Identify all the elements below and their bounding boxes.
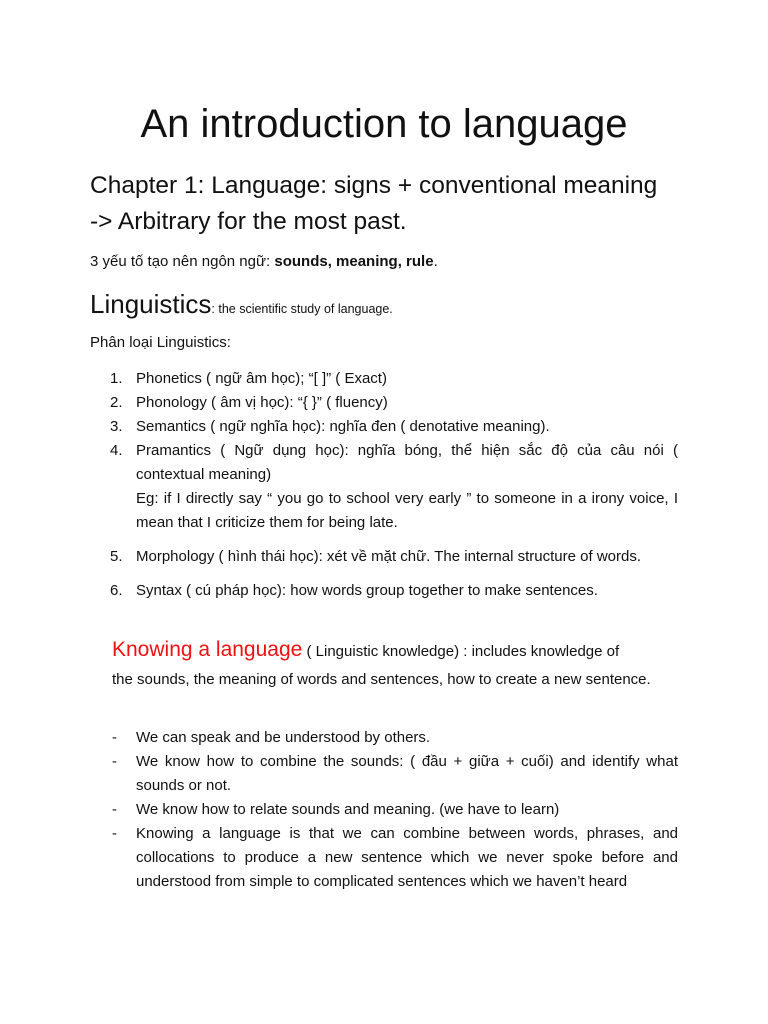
language-elements bbox=[90, 250, 678, 274]
list-item bbox=[112, 822, 678, 894]
classify-label: Phân loại Linguistics: bbox=[90, 334, 231, 351]
list-item bbox=[90, 367, 678, 391]
branches-list bbox=[90, 367, 678, 603]
list-item bbox=[112, 726, 678, 750]
elements-suffix: . bbox=[433, 253, 438, 270]
list-item-example: Eg: if I directly say “ you go to school very early ” to someone in a irony voice, I mean that I criticize them for being late. bbox=[136, 490, 678, 531]
knowing-paragraph-rest: the sounds, the meaning of words and sentences, how to create a new sentence. bbox=[112, 671, 651, 688]
list-item-text: Knowing a language is that we can combine between words, phrases, and collocations to produce a new sentence which we never spoke before and understood from simple to complicated sentences which we haven’t heard bbox=[136, 825, 678, 890]
chapter-line-1: Chapter 1: Language: signs + conventional meaning bbox=[90, 172, 658, 199]
list-number: 6. bbox=[110, 582, 123, 599]
list-item-text: We can speak and be understood by others. bbox=[136, 729, 431, 746]
list-item bbox=[90, 545, 678, 569]
linguistics-term: Linguistics bbox=[90, 289, 212, 319]
list-item-text: Phonology ( âm vị học): “{ }” ( fluency) bbox=[136, 394, 388, 411]
list-item bbox=[90, 579, 678, 603]
list-item-text: We know how to relate sounds and meaning. (we have to learn) bbox=[136, 801, 560, 818]
dash-marker: - bbox=[112, 825, 117, 842]
knowing-line-1: ( Linguistic knowledge) : includes knowledge of bbox=[302, 643, 620, 660]
linguistics-definition bbox=[90, 284, 678, 329]
elements-prefix: 3 yếu tố tạo nên ngôn ngữ: bbox=[90, 253, 275, 270]
dash-marker: - bbox=[112, 801, 117, 818]
list-number: 2. bbox=[110, 394, 123, 411]
list-item-text: We know how to combine the sounds: ( đầu + giữa + cuối) and identify what sounds or not. bbox=[136, 753, 678, 794]
list-item-text: Morphology ( hình thái học): xét về mặt chữ. The internal structure of words. bbox=[136, 548, 641, 565]
dash-marker: - bbox=[112, 753, 117, 770]
list-item bbox=[90, 391, 678, 415]
list-number: 5. bbox=[110, 548, 123, 565]
list-item bbox=[112, 798, 678, 822]
list-item-text: Phonetics ( ngữ âm học); “[ ]” ( Exact) bbox=[136, 370, 387, 387]
chapter-line-2: -> Arbitrary for the most past. bbox=[90, 208, 407, 235]
list-item bbox=[90, 415, 678, 439]
linguistics-definition-text: : the scientific study of language. bbox=[211, 302, 393, 316]
list-item bbox=[90, 439, 678, 535]
list-number: 3. bbox=[110, 418, 123, 435]
document-title: An introduction to language bbox=[140, 102, 628, 146]
list-item-text: Pramantics ( Ngữ dụng học): nghĩa bóng, thể hiện sắc độ của câu nói ( contextual meaning) bbox=[136, 442, 678, 483]
knowing-paragraph-first-line bbox=[112, 638, 678, 664]
dash-marker: - bbox=[112, 729, 117, 746]
chapter-heading bbox=[90, 168, 678, 240]
list-item-text: Semantics ( ngữ nghĩa học): nghĩa đen ( denotative meaning). bbox=[136, 418, 550, 435]
list-item bbox=[112, 750, 678, 798]
list-number: 1. bbox=[110, 370, 123, 387]
abilities-list bbox=[112, 726, 678, 894]
list-number: 4. bbox=[110, 442, 123, 459]
knowing-heading: Knowing a language bbox=[112, 638, 303, 661]
list-item-text: Syntax ( cú pháp học): how words group together to make sentences. bbox=[136, 582, 598, 599]
elements-bold: sounds, meaning, rule bbox=[274, 253, 434, 270]
